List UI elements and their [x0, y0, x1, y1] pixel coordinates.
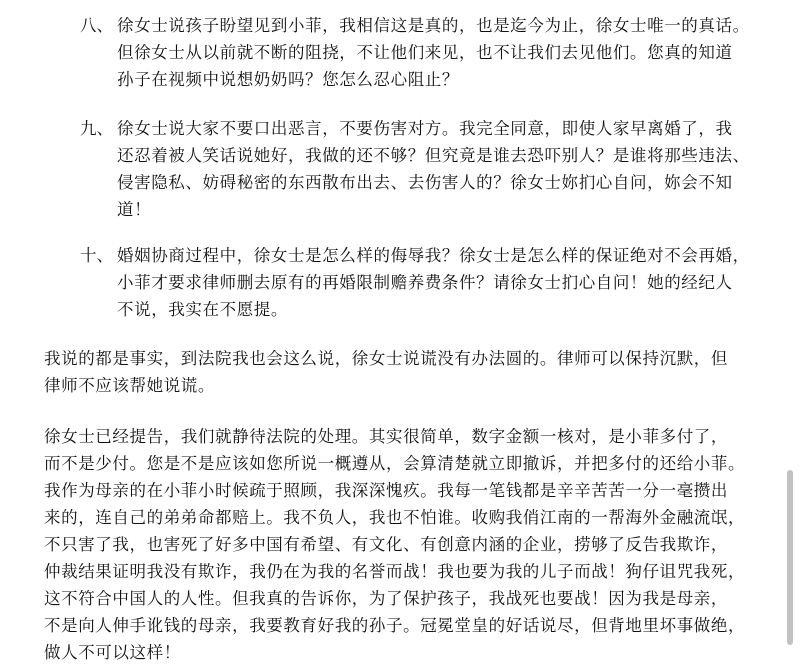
text-line: 侵害隐私、妨碍秘密的东西散布出去、去伤害人的？徐女士妳扪心自问，妳会不知: [117, 173, 733, 192]
text-line: 律师不应该帮她说谎。: [44, 376, 215, 395]
text-line: 仲裁结果证明我没有欺诈，我仍在为我的名誉而战！我也要为我的儿子而战！狗仔诅咒我死，: [44, 562, 746, 581]
text-line: 来的，连自己的弟弟命都赔上。我不负人，我也不怕谁。收购我俏江南的一帮海外金融流氓，: [44, 508, 746, 527]
text-line: 小菲才要求律师删去原有的再婚限制赡养费条件？请徐女士扪心自问！她的经纪人: [117, 273, 733, 292]
text-line: 不是向人伸手讹钱的母亲，我要教育好我的孙子。冠冕堂皇的好话说尽，但背地里坏事做绝，: [44, 616, 746, 635]
text-line: 我说的都是事实，到法院我也会这么说，徐女士说谎没有办法圆的。律师可以保持沉默，但: [44, 349, 728, 368]
text-line: 不说，我实在不愿提。: [117, 300, 288, 319]
text-line: 孙子在视频中说想奶奶吗？您怎么忍心阻止？: [117, 70, 459, 89]
paragraph-statement: [44, 345, 764, 399]
text-line: 这不符合中国人的人性。但我真的告诉你，为了保护孩子，我战死也要战！因为我是母亲，: [44, 589, 728, 608]
text-line: 但徐女士从以前就不断的阻挠，不让他们来见，也不让我们去见他们。您真的知道: [117, 43, 733, 62]
text-line: 婚姻协商过程中，徐女士是怎么样的侮辱我？徐女士是怎么样的保证绝对不会再婚，: [117, 246, 750, 265]
text-line: 徐女士说大家不要口出恶言，不要伤害对方。我完全同意，即使人家早离婚了，我: [117, 119, 733, 138]
item-text: [117, 12, 750, 93]
paragraph-lawsuit: [44, 423, 764, 666]
text-line: 做人不可以这样！: [44, 643, 181, 662]
text-line: 道！: [117, 200, 152, 219]
text-line: 我作为母亲的在小菲小时候疏于照顾，我深深愧疚。我每一笔钱都是辛辛苦苦一分一毫攒出: [44, 481, 728, 500]
item-text: [117, 242, 750, 323]
scrollbar-thumb[interactable]: [787, 470, 793, 645]
text-line: 而不是少付。您是不是应该如您所说一概遵从，会算清楚就立即撤诉，并把多付的还给小菲。: [44, 454, 746, 473]
text-line: 徐女士说孩子盼望见到小菲，我相信这是真的，也是迄今为止，徐女士唯一的真话。: [117, 16, 750, 35]
item-number: 十、: [80, 246, 113, 265]
item-number: 九、: [80, 119, 113, 138]
item-number: 八、: [80, 16, 113, 35]
text-line: 徐女士已经提告，我们就静待法院的处理。其实很简单，数字金额一核对，是小菲多付了，: [44, 427, 728, 446]
text-line: 还忍着被人笑话说她好，我做的还不够？但究竟是谁去恐吓别人？是谁将那些违法、: [117, 146, 750, 165]
item-text: [117, 115, 750, 223]
text-line: 不只害了我，也害死了好多中国有希望、有文化、有创意内涵的企业，捞够了反告我欺诈，: [44, 535, 728, 554]
